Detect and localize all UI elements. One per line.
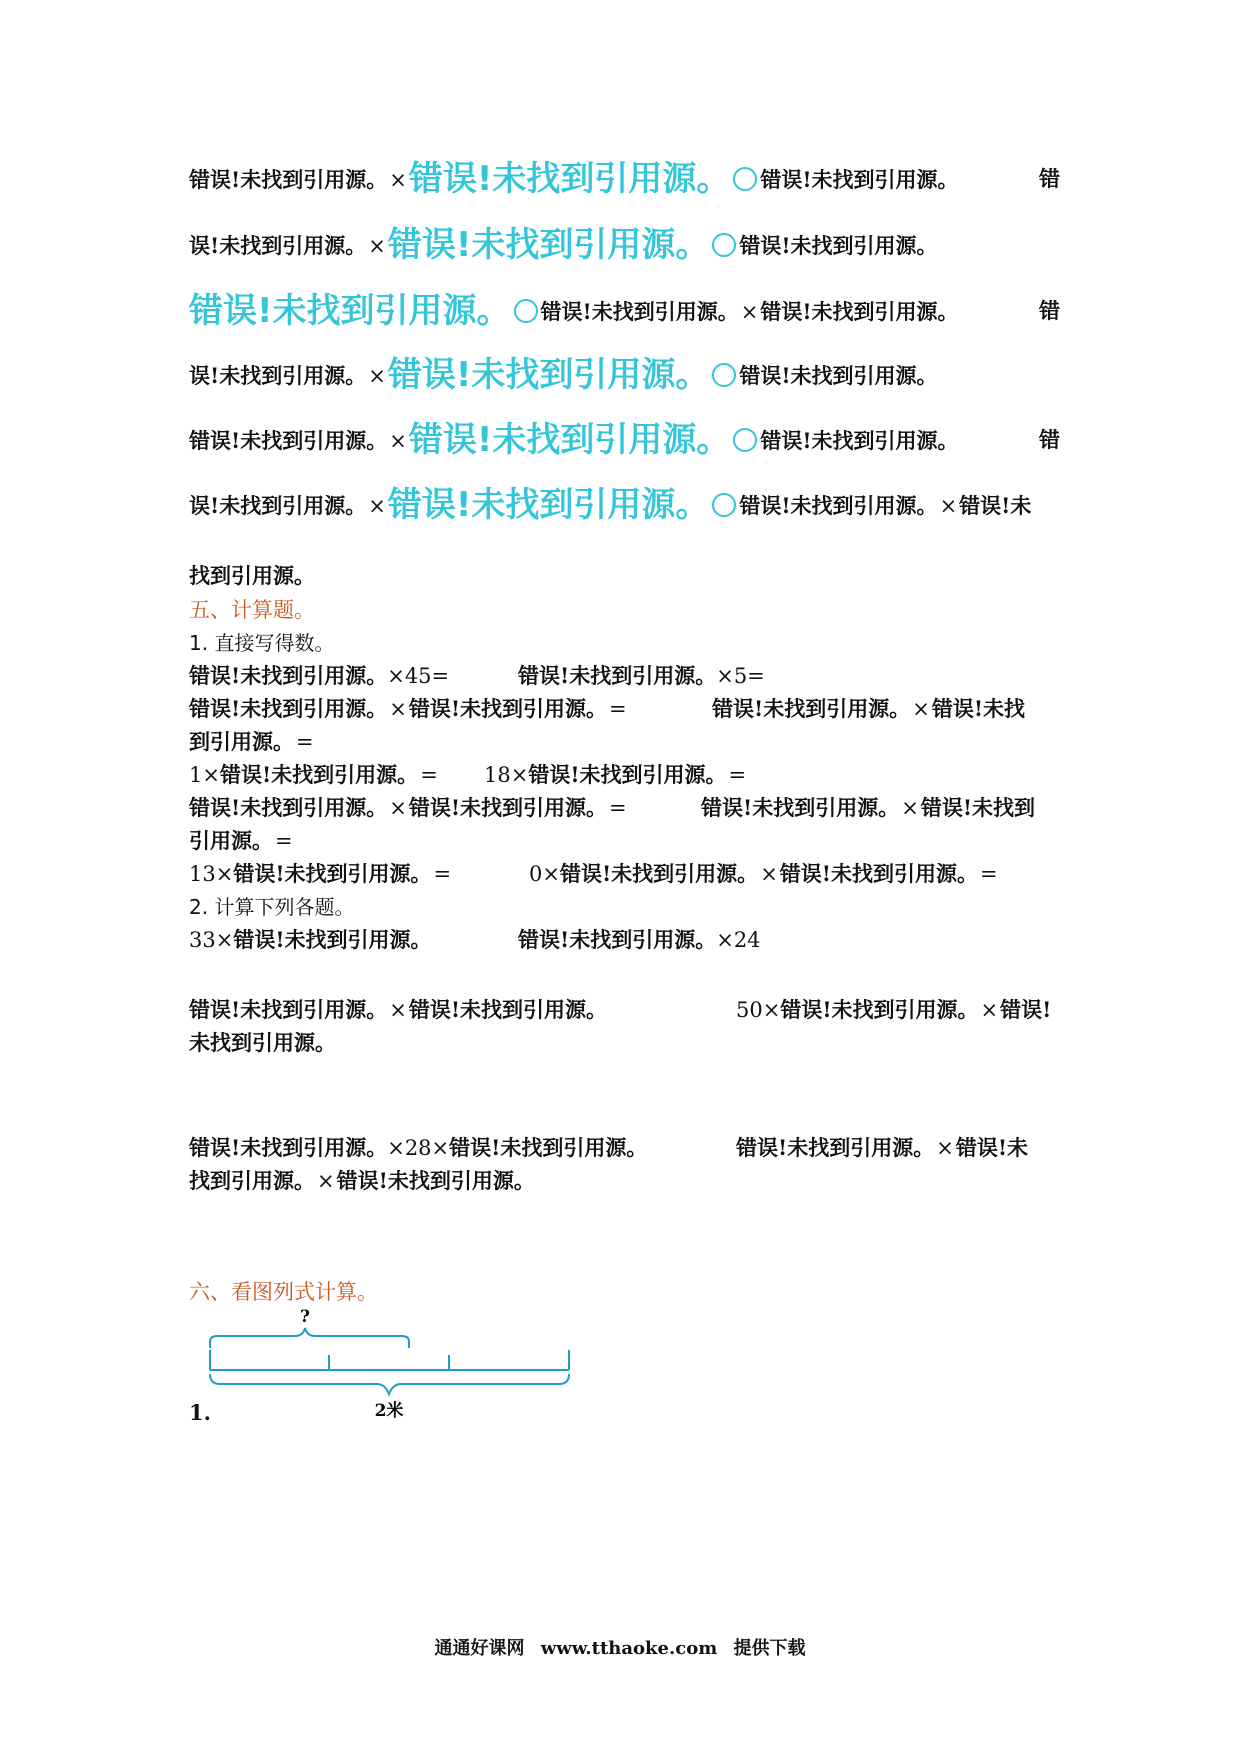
question-mark-label: ? bbox=[300, 1307, 310, 1327]
ref-error-text: 错误!未找到引用源。 bbox=[559, 861, 759, 886]
wrapped-char: 错 bbox=[1039, 427, 1060, 452]
ref-error-text: 找到引用源。 bbox=[189, 1168, 315, 1193]
total-length-label: 2米 bbox=[374, 1401, 404, 1421]
expression-prefix: 13× bbox=[189, 862, 234, 886]
answer-circle[interactable] bbox=[712, 493, 736, 517]
answer-circle[interactable] bbox=[712, 363, 736, 387]
times-sign: × bbox=[368, 494, 386, 518]
ref-error-text: 错误!未找到引用源。 bbox=[189, 428, 388, 453]
ref-error-text: 错误!未找到引用源。 bbox=[712, 696, 911, 721]
ref-error-text: 误!未找到引用源。 bbox=[189, 363, 367, 388]
comparison-row-2 bbox=[189, 225, 1060, 265]
comparison-row-4 bbox=[189, 355, 1060, 395]
ref-error-text: 错误!未找到引用源。 bbox=[233, 927, 432, 952]
ref-error-text: 错误!未找到引用源。 bbox=[518, 927, 717, 952]
equals-sign: = bbox=[275, 829, 293, 853]
ref-error-text: 错误!未找到引用源。 bbox=[701, 795, 900, 820]
ref-error-text: 错误!未 bbox=[955, 1135, 1029, 1160]
equals-sign: = bbox=[420, 763, 438, 787]
expression-prefix: 50× bbox=[736, 998, 781, 1022]
section-6-title: 六、看图列式计算。 bbox=[189, 1280, 378, 1304]
footer-url[interactable]: www.tthaoke.com bbox=[540, 1638, 718, 1659]
ref-error-text: 到引用源。 bbox=[189, 729, 294, 754]
ref-error-text: 错误!未找到引用源。 bbox=[449, 1135, 648, 1160]
ref-error-text: 错误!未找到引用源。 bbox=[408, 997, 608, 1022]
times-sign: × bbox=[389, 998, 407, 1022]
times-sign: × bbox=[317, 1169, 335, 1193]
ref-error-text: 误!未找到引用源。 bbox=[189, 493, 367, 518]
ref-error-text: 错误!未找到引用源。 bbox=[408, 795, 608, 820]
equals-sign: = bbox=[433, 862, 452, 886]
answer-circle[interactable] bbox=[712, 233, 736, 257]
comparison-row-1 bbox=[189, 159, 1060, 199]
q1-title: 1. 直接写得数。 bbox=[189, 631, 335, 655]
expression-prefix: 0× bbox=[529, 862, 560, 886]
q2-title: 2. 计算下列各题。 bbox=[189, 895, 355, 919]
times-sign: × bbox=[389, 697, 407, 721]
comparison-row-3 bbox=[189, 291, 1060, 331]
ref-error-text: 错误!未找 bbox=[931, 696, 1026, 721]
equals-sign: = bbox=[609, 697, 627, 721]
answer-circle[interactable] bbox=[733, 428, 757, 452]
expression-prefix: 33× bbox=[189, 928, 234, 952]
ref-error-text: 错误!未找到引用源。 bbox=[189, 997, 388, 1022]
expression-prefix: 18× bbox=[484, 763, 529, 787]
comparison-tail: 找到引用源。 bbox=[189, 563, 315, 588]
expression-prefix: 1× bbox=[189, 763, 220, 787]
ref-error-text: 错误!未找到引用源。 bbox=[528, 762, 727, 787]
answer-circle[interactable] bbox=[733, 167, 757, 191]
times-sign: × bbox=[368, 364, 386, 388]
ref-error-text: 错误!未找到引用源。 bbox=[233, 861, 432, 886]
comparison-row-5 bbox=[189, 420, 1060, 460]
q2-row-3-cont bbox=[189, 1168, 1060, 1194]
footer-suffix: 提供下载 bbox=[733, 1638, 806, 1659]
times-sign: × bbox=[980, 998, 999, 1022]
ref-error-text: 错误!未找到引用源。 bbox=[780, 997, 979, 1022]
expression-tail: ×5= bbox=[716, 664, 765, 688]
q1-row-4-cont bbox=[189, 828, 1060, 854]
expression-tail: ×24 bbox=[716, 928, 761, 952]
ref-error-text: 错误! bbox=[1000, 997, 1052, 1022]
ref-error-highlight: 错误!未找到引用源。 bbox=[387, 355, 710, 395]
ref-error-text: 错误!未找到引用源。 bbox=[760, 167, 959, 192]
ref-error-highlight: 错误!未找到引用源。 bbox=[387, 225, 710, 265]
section-6-item-number: 1. bbox=[189, 1400, 211, 1425]
ref-error-text: 错误!未找到引用源。 bbox=[219, 762, 419, 787]
times-sign: × bbox=[389, 168, 407, 192]
ref-error-text: 错误!未找到引用源。 bbox=[540, 299, 739, 324]
ref-error-text: 错误!未找到引用源。 bbox=[189, 167, 388, 192]
wrapped-char: 错 bbox=[1039, 298, 1060, 323]
question-brace bbox=[210, 1328, 409, 1348]
ref-error-text: 错误!未找到引用源。 bbox=[760, 299, 959, 324]
ref-error-text: 误!未找到引用源。 bbox=[189, 233, 367, 258]
comparison-row-6 bbox=[189, 485, 1060, 525]
total-brace bbox=[210, 1374, 569, 1394]
ref-error-text: 错误!未找到引用源。 bbox=[408, 696, 608, 721]
expression-tail: ×45= bbox=[387, 664, 450, 688]
ref-error-highlight: 错误!未找到引用源。 bbox=[189, 291, 511, 331]
equals-sign: = bbox=[728, 763, 747, 787]
ref-error-text: 错误!未找到引用源。 bbox=[739, 233, 938, 258]
ref-error-text: 错误!未找到引用源。 bbox=[189, 795, 388, 820]
times-sign: × bbox=[740, 300, 759, 324]
ref-error-highlight: 错误!未找到引用源。 bbox=[408, 420, 731, 460]
section-5-title: 五、计算题。 bbox=[189, 598, 315, 622]
times-sign: × bbox=[912, 697, 930, 721]
times-sign: × bbox=[760, 862, 778, 886]
ref-error-text: 错误!未找到引用源。 bbox=[779, 861, 979, 886]
ref-error-text: 错误!未找到引用源。 bbox=[189, 1135, 388, 1160]
times-sign: × bbox=[936, 1136, 954, 1160]
ref-error-text: 错误!未找到引用源。 bbox=[518, 663, 717, 688]
times-sign: × bbox=[939, 494, 958, 518]
equals-sign: = bbox=[609, 796, 627, 820]
equals-sign: = bbox=[980, 862, 998, 886]
times-sign: × bbox=[389, 796, 407, 820]
ref-error-text: 错误!未找到引用源。 bbox=[189, 663, 388, 688]
equals-sign: = bbox=[296, 730, 314, 754]
ref-error-text: 错误!未 bbox=[959, 493, 1032, 518]
times-sign: × bbox=[389, 429, 407, 453]
expression-middle: ×28× bbox=[387, 1136, 450, 1160]
q1-row-2-cont bbox=[189, 729, 1060, 755]
ref-error-text: 错误!未找到引用源。 bbox=[760, 428, 959, 453]
ref-error-text: 错误!未找到引用源。 bbox=[736, 1135, 935, 1160]
times-sign: × bbox=[368, 234, 386, 258]
ref-error-text: 错误!未找到引用源。 bbox=[739, 493, 938, 518]
ref-error-text: 错误!未找到引用源。 bbox=[189, 696, 388, 721]
footer-site-name: 通通好课网 bbox=[434, 1638, 525, 1659]
ref-error-text: 错误!未找到 bbox=[920, 795, 1036, 820]
times-sign: × bbox=[901, 796, 919, 820]
source-footer bbox=[0, 1634, 1240, 1660]
ref-error-highlight: 错误!未找到引用源。 bbox=[387, 485, 710, 525]
q2-row-2-cont: 未找到引用源。 bbox=[189, 1030, 336, 1055]
wrapped-char: 错 bbox=[1039, 166, 1060, 191]
ref-error-text: 错误!未找到引用源。 bbox=[739, 363, 938, 388]
ref-error-text: 错误!未找到引用源。 bbox=[336, 1168, 535, 1193]
ref-error-text: 引用源。 bbox=[189, 828, 273, 853]
answer-circle[interactable] bbox=[514, 299, 538, 323]
ref-error-highlight: 错误!未找到引用源。 bbox=[408, 159, 731, 199]
